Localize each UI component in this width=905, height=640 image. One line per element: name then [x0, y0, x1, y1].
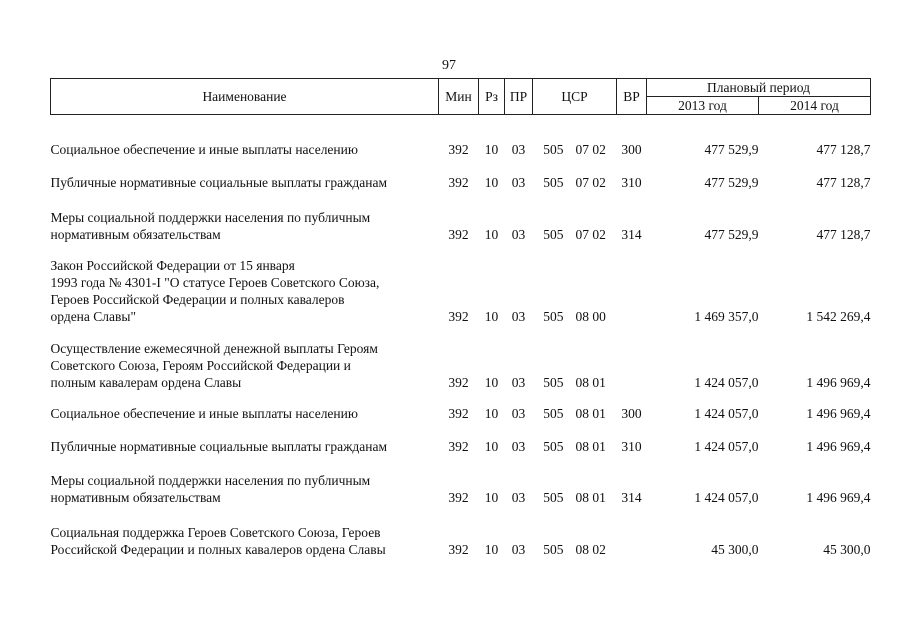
header-vr: ВР: [617, 79, 647, 115]
row-csr: [533, 472, 617, 506]
row-csr-part2: 07 02: [575, 142, 606, 157]
row-name-line: Героев Российской Федерации и полных кавалеров: [50, 292, 345, 307]
header-year-2013: 2013 год: [647, 97, 759, 115]
row-vr: 310: [621, 439, 642, 454]
row-name: [51, 340, 439, 391]
row-value-2014: 1 496 969,4: [806, 406, 871, 421]
row-vr: [617, 257, 647, 325]
row-rz: 10: [484, 175, 499, 190]
row-name-line: Меры социальной поддержки населения по публичным: [50, 210, 371, 225]
row-value-2014: 45 300,0: [823, 542, 871, 557]
row-rz: 10: [484, 142, 499, 157]
row-name-line: Социальное обеспечение и иные выплаты населению: [50, 142, 358, 157]
row-value-2014: 1 542 269,4: [806, 309, 871, 324]
row-csr-part1: 505: [543, 375, 564, 390]
row-csr: [533, 209, 617, 243]
row-min: 392: [448, 406, 469, 421]
row-value-2013: 1 424 057,0: [694, 439, 759, 454]
row-min: 392: [448, 175, 469, 190]
row-csr-part1: 505: [543, 439, 564, 454]
table-row: [51, 141, 871, 158]
row-rz: 10: [484, 309, 499, 324]
row-name: [51, 405, 439, 422]
row-csr-part2: 08 01: [575, 490, 606, 505]
row-vr: 314: [621, 227, 642, 242]
row-csr: [533, 438, 617, 455]
table-row: [51, 405, 871, 422]
row-value-2013: 1 469 357,0: [694, 309, 759, 324]
row-csr-part1: 505: [543, 490, 564, 505]
row-vr: [617, 524, 647, 558]
page-number: 97: [442, 58, 456, 73]
row-min: 392: [448, 542, 469, 557]
row-pr: 03: [511, 490, 526, 505]
row-name: [51, 141, 439, 158]
row-value-2013: 477 529,9: [704, 227, 759, 242]
row-csr: [533, 174, 617, 191]
table-row: [51, 209, 871, 243]
row-vr: 300: [621, 406, 642, 421]
row-csr: [533, 257, 617, 325]
row-min: 392: [448, 490, 469, 505]
table-row: [51, 472, 871, 506]
row-value-2014: 477 128,7: [816, 175, 871, 190]
table-row: [51, 257, 871, 325]
row-pr: 03: [511, 309, 526, 324]
row-vr: 310: [621, 175, 642, 190]
row-name-line: Социальное обеспечение и иные выплаты населению: [50, 406, 358, 421]
row-name-line: ордена Славы": [50, 309, 136, 324]
row-name: [51, 174, 439, 191]
row-min: 392: [448, 375, 469, 390]
row-rz: 10: [484, 439, 499, 454]
header-csr: ЦСР: [533, 79, 617, 115]
row-min: 392: [448, 142, 469, 157]
row-name-line: нормативным обязательствам: [50, 490, 221, 505]
row-name-line: Публичные нормативные социальные выплаты гражданам: [50, 175, 388, 190]
row-csr-part1: 505: [543, 142, 564, 157]
row-csr-part1: 505: [543, 542, 564, 557]
header-pr: ПР: [505, 79, 533, 115]
row-value-2013: 477 529,9: [704, 142, 759, 157]
row-vr: 300: [621, 142, 642, 157]
row-name: [51, 524, 439, 558]
row-name-line: Российской Федерации и полных кавалеров ордена Славы: [50, 542, 386, 557]
row-rz: 10: [484, 375, 499, 390]
row-name-line: Закон Российской Федерации от 15 января: [50, 258, 295, 273]
row-csr-part2: 08 01: [575, 375, 606, 390]
row-name: [51, 257, 439, 325]
row-csr: [533, 524, 617, 558]
row-csr-part2: 08 01: [575, 406, 606, 421]
row-name-line: полным кавалерам ордена Славы: [50, 375, 242, 390]
header-rz: Рз: [479, 79, 505, 115]
row-pr: 03: [511, 542, 526, 557]
row-name-line: Меры социальной поддержки населения по публичным: [50, 473, 371, 488]
row-name: [51, 472, 439, 506]
row-name-line: Советского Союза, Героям Российской Федерации и: [50, 358, 351, 373]
row-csr: [533, 141, 617, 158]
row-csr-part2: 08 01: [575, 439, 606, 454]
row-rz: 10: [484, 542, 499, 557]
row-name-line: нормативным обязательствам: [50, 227, 221, 242]
row-min: 392: [448, 309, 469, 324]
row-name: [51, 438, 439, 455]
row-csr-part1: 505: [543, 309, 564, 324]
row-pr: 03: [511, 142, 526, 157]
row-name-line: Социальная поддержка Героев Советского Союза, Героев: [50, 525, 381, 540]
row-csr: [533, 340, 617, 391]
row-value-2014: 1 496 969,4: [806, 375, 871, 390]
row-rz: 10: [484, 227, 499, 242]
row-value-2013: 477 529,9: [704, 175, 759, 190]
row-name: [51, 209, 439, 243]
table-header: [51, 79, 871, 115]
row-value-2014: 1 496 969,4: [806, 490, 871, 505]
row-value-2013: 45 300,0: [711, 542, 759, 557]
budget-table: [50, 78, 871, 558]
row-min: 392: [448, 227, 469, 242]
row-pr: 03: [511, 406, 526, 421]
table-body: [51, 115, 871, 559]
row-csr-part2: 08 02: [575, 542, 606, 557]
row-value-2013: 1 424 057,0: [694, 375, 759, 390]
row-value-2013: 1 424 057,0: [694, 406, 759, 421]
row-pr: 03: [511, 227, 526, 242]
row-name-line: 1993 года № 4301-I "О статусе Героев Советского Союза,: [50, 275, 380, 290]
table-row: [51, 174, 871, 191]
row-rz: 10: [484, 406, 499, 421]
row-csr-part1: 505: [543, 175, 564, 190]
row-csr: [533, 405, 617, 422]
row-csr-part1: 505: [543, 227, 564, 242]
header-name: Наименование: [51, 79, 439, 115]
row-pr: 03: [511, 375, 526, 390]
row-csr-part2: 08 00: [575, 309, 606, 324]
row-csr-part1: 505: [543, 406, 564, 421]
row-value-2014: 1 496 969,4: [806, 439, 871, 454]
table-row: [51, 438, 871, 455]
row-min: 392: [448, 439, 469, 454]
table-row: [51, 524, 871, 558]
row-name-line: Публичные нормативные социальные выплаты гражданам: [50, 439, 388, 454]
row-pr: 03: [511, 175, 526, 190]
row-csr-part2: 07 02: [575, 175, 606, 190]
header-year-2014: 2014 год: [759, 97, 871, 115]
row-rz: 10: [484, 490, 499, 505]
row-vr: 314: [621, 490, 642, 505]
row-pr: 03: [511, 439, 526, 454]
row-vr: [617, 340, 647, 391]
table-row: [51, 340, 871, 391]
row-value-2014: 477 128,7: [816, 227, 871, 242]
row-value-2013: 1 424 057,0: [694, 490, 759, 505]
row-value-2014: 477 128,7: [816, 142, 871, 157]
header-min: Мин: [439, 79, 479, 115]
header-planned-period: Плановый период: [647, 79, 871, 97]
row-name-line: Осуществление ежемесячной денежной выплаты Героям: [50, 341, 378, 356]
row-csr-part2: 07 02: [575, 227, 606, 242]
